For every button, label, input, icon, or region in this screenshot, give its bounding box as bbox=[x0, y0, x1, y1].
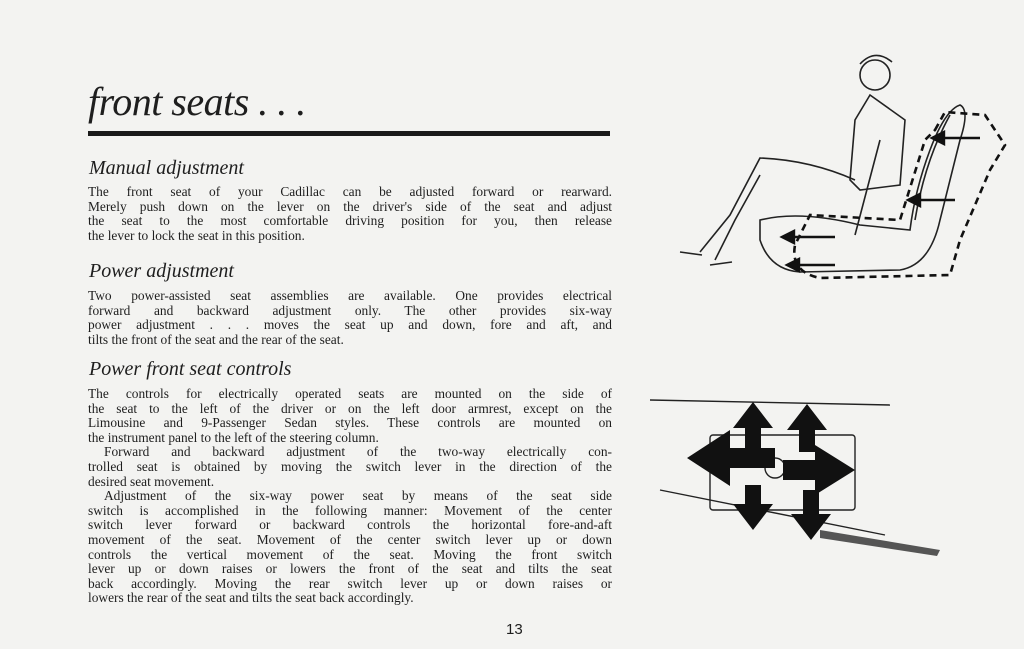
text-line: Adjustment of the six-way power seat by means of the seat side bbox=[104, 488, 612, 504]
page-number: 13 bbox=[506, 621, 523, 638]
text-line: back accordingly. Moving the rear switch lever up or down raises or bbox=[88, 575, 612, 591]
text-line: the instrument panel to the left of the steering column. bbox=[88, 429, 379, 445]
seat-switch-diagram bbox=[645, 390, 955, 565]
page-title: front seats . . . bbox=[88, 79, 306, 124]
paragraph-power-front-seat-controls bbox=[88, 387, 612, 606]
heading-manual-adjustment: Manual adjustment bbox=[89, 157, 244, 179]
text-line: lever up or down raises or lowers the front of the seat and tilts the seat bbox=[88, 561, 612, 577]
text-line: tilts the front of the seat and the rear of the seat. bbox=[88, 331, 344, 347]
text-line: switch lever forward or backward controls the horizontal fore-and-aft bbox=[88, 517, 612, 533]
text-line: Forward and backward adjustment of the two-way electrically con- bbox=[104, 444, 612, 460]
text-line: movement of the seat. Movement of the center switch lever up or down bbox=[88, 531, 612, 547]
text-line: The controls for electrically operated seats are mounted on the side of bbox=[88, 386, 612, 401]
heading-power-front-seat-controls: Power front seat controls bbox=[89, 358, 292, 380]
text-line: desired seat movement. bbox=[88, 473, 215, 489]
text-line: Merely push down on the lever on the driver's side of the seat and adjust bbox=[88, 198, 612, 214]
text-line: Limousine and 9-Passenger Sedan styles. These controls are mounted on bbox=[88, 415, 612, 431]
text-line: Two power-assisted seat assemblies are available. One provides electrical bbox=[88, 288, 612, 303]
text-line: lowers the rear of the seat and tilts the seat back accordingly. bbox=[88, 590, 414, 606]
text-line: trolled seat is obtained by moving the switch lever in the direction of the bbox=[88, 458, 612, 474]
text-line: switch is accomplished in the following manner: Movement of the center bbox=[88, 502, 612, 518]
text-line: the seat to the most comfortable driving position for you, then release bbox=[88, 213, 612, 229]
paragraph-manual-adjustment bbox=[88, 185, 612, 243]
text-line: controls the vertical movement of the seat. Moving the front switch bbox=[88, 546, 612, 562]
heading-power-adjustment: Power adjustment bbox=[89, 260, 234, 282]
text-line: the seat to the left of the driver or on the left door armrest, except on the bbox=[88, 400, 612, 416]
paragraph-power-adjustment bbox=[88, 289, 612, 347]
text-line: power adjustment . . . moves the seat up and down, fore and aft, and bbox=[88, 317, 612, 333]
seated-woman-illustration bbox=[660, 40, 1020, 290]
text-line: The front seat of your Cadillac can be adjusted forward or rearward. bbox=[88, 184, 612, 199]
title-rule bbox=[88, 131, 610, 136]
text-line: the lever to lock the seat in this position. bbox=[88, 227, 305, 243]
text-line: forward and backward adjustment only. The other provides six-way bbox=[88, 302, 612, 318]
